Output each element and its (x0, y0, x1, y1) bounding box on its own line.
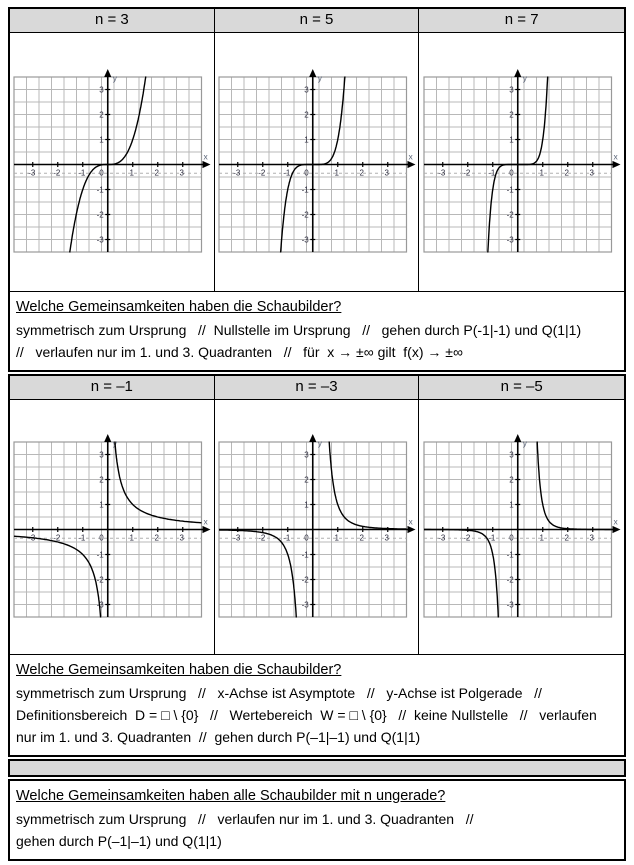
function-plot-n5 (217, 69, 416, 255)
svg-text:-3: -3 (301, 600, 309, 610)
svg-text:2: 2 (99, 110, 105, 120)
svg-text:y: y (113, 73, 118, 83)
section2-table (8, 374, 626, 757)
svg-text:x: x (408, 151, 413, 162)
svg-text:-1: -1 (488, 168, 496, 178)
svg-text:3: 3 (304, 450, 309, 460)
svg-text:-2: -2 (301, 210, 309, 220)
section3-question-heading: Welche Gemeinsamkeiten haben alle Schaubilder mit n ungerade? (16, 788, 446, 804)
function-plot-n3 (12, 69, 211, 255)
svg-text:-2: -2 (463, 168, 471, 178)
svg-text:-3: -3 (301, 235, 309, 245)
svg-text:-3: -3 (28, 533, 36, 543)
svg-text:1: 1 (539, 168, 545, 178)
graph-cell-n3 (10, 33, 215, 291)
function-plot-n7 (422, 69, 621, 255)
section3-answer-block (10, 781, 624, 859)
svg-text:-3: -3 (233, 533, 241, 543)
svg-text:-1: -1 (78, 533, 86, 543)
header-cell-n-neg3: n = –3 (215, 376, 420, 399)
svg-text:0: 0 (99, 168, 105, 178)
answer-line: nur im 1. und 3. Quadranten // gehen durch P(–1|–1) und Q(1|1) (16, 729, 421, 745)
answer-line: symmetrisch zum Ursprung // x-Achse ist Asymptote // y-Achse ist Polgerade // (16, 685, 542, 701)
section1-table (8, 7, 626, 372)
svg-text:-2: -2 (258, 533, 266, 543)
svg-text:0: 0 (99, 533, 105, 543)
svg-text:1: 1 (334, 168, 339, 178)
svg-text:y: y (317, 438, 322, 448)
svg-text:-2: -2 (258, 168, 266, 178)
svg-text:-1: -1 (78, 168, 86, 178)
svg-text:x: x (203, 151, 209, 162)
graph-cell-n-neg5 (419, 400, 624, 654)
svg-text:1: 1 (129, 168, 135, 178)
svg-text:0: 0 (509, 168, 514, 178)
header-cell-n5: n = 5 (215, 9, 420, 32)
svg-text:-3: -3 (438, 168, 446, 178)
svg-text:1: 1 (99, 500, 105, 510)
svg-text:1: 1 (304, 135, 309, 145)
svg-text:2: 2 (509, 475, 514, 485)
svg-text:2: 2 (304, 475, 309, 485)
answer-line: gehen durch P(–1|–1) und Q(1|1) (16, 833, 222, 849)
svg-text:-3: -3 (233, 168, 241, 178)
answer-line: symmetrisch zum Ursprung // Nullstelle im Ursprung // gehen durch P(-1|-1) und Q(1|1) (16, 322, 582, 338)
svg-text:-1: -1 (283, 168, 291, 178)
section1-graph-row (10, 33, 624, 292)
function-plot-n-neg5 (422, 434, 621, 620)
svg-text:2: 2 (564, 168, 570, 178)
svg-text:3: 3 (384, 168, 389, 178)
svg-text:y: y (522, 438, 528, 448)
svg-text:3: 3 (304, 85, 309, 95)
graph-cell-n-neg3 (215, 400, 420, 654)
section3-block (8, 779, 626, 861)
svg-text:3: 3 (99, 85, 105, 95)
svg-text:1: 1 (99, 135, 105, 145)
answer-line: symmetrisch zum Ursprung // verlaufen nur im 1. und 3. Quadranten // (16, 811, 474, 827)
function-plot-n-neg1 (12, 434, 211, 620)
svg-text:-1: -1 (506, 550, 514, 560)
svg-text:-1: -1 (301, 185, 309, 195)
svg-text:-3: -3 (96, 600, 105, 610)
svg-text:1: 1 (129, 533, 135, 543)
svg-text:-2: -2 (96, 575, 105, 585)
svg-text:2: 2 (359, 168, 364, 178)
answer-line: Definitionsbereich D = □ \ {0} // Wertebereich W = □ \ {0} // keine Nullstelle // verlaufen (16, 707, 597, 723)
svg-text:2: 2 (154, 533, 160, 543)
svg-text:-1: -1 (96, 550, 105, 560)
svg-text:2: 2 (99, 475, 105, 485)
svg-text:3: 3 (384, 533, 389, 543)
svg-text:3: 3 (589, 168, 595, 178)
svg-text:-2: -2 (506, 575, 514, 585)
section2-graph-row (10, 400, 624, 655)
svg-text:3: 3 (179, 533, 185, 543)
svg-text:2: 2 (509, 110, 514, 120)
svg-text:0: 0 (509, 533, 514, 543)
header-cell-n-neg1: n = –1 (10, 376, 215, 399)
svg-text:1: 1 (539, 533, 545, 543)
svg-text:0: 0 (304, 533, 309, 543)
svg-text:-3: -3 (506, 235, 514, 245)
function-plot-n-neg3 (217, 434, 416, 620)
svg-text:-2: -2 (53, 533, 61, 543)
svg-text:-1: -1 (283, 533, 291, 543)
answer-line: // verlaufen nur im 1. und 3. Quadranten // für x → ±∞ gilt f(x) → ±∞ (16, 344, 463, 360)
svg-text:x: x (613, 151, 618, 162)
svg-text:-2: -2 (463, 533, 471, 543)
graph-cell-n-neg1 (10, 400, 215, 654)
svg-text:-3: -3 (96, 235, 105, 245)
svg-text:y: y (113, 438, 118, 448)
svg-text:3: 3 (589, 533, 595, 543)
svg-text:-2: -2 (301, 575, 309, 585)
svg-text:-2: -2 (96, 210, 105, 220)
svg-text:3: 3 (509, 450, 514, 460)
header-cell-n7: n = 7 (504, 11, 539, 28)
svg-text:-3: -3 (28, 168, 36, 178)
svg-text:-2: -2 (53, 168, 61, 178)
svg-text:-3: -3 (506, 600, 514, 610)
separator-bar (8, 759, 626, 777)
section1-header-row (10, 9, 624, 33)
svg-text:3: 3 (509, 85, 514, 95)
svg-text:0: 0 (304, 168, 309, 178)
svg-text:-1: -1 (301, 550, 309, 560)
svg-text:x: x (408, 516, 413, 527)
svg-text:-2: -2 (506, 210, 514, 220)
svg-text:y: y (317, 73, 322, 83)
svg-text:-1: -1 (488, 533, 496, 543)
svg-text:-1: -1 (506, 185, 514, 195)
section1-answer-block (10, 292, 624, 370)
svg-text:2: 2 (304, 110, 309, 120)
svg-text:-1: -1 (96, 185, 105, 195)
svg-text:1: 1 (509, 135, 514, 145)
svg-text:2: 2 (564, 533, 570, 543)
svg-text:x: x (203, 516, 209, 527)
svg-text:2: 2 (154, 168, 160, 178)
svg-text:1: 1 (304, 500, 309, 510)
svg-text:-3: -3 (438, 533, 446, 543)
graph-cell-n5 (215, 33, 420, 291)
svg-text:y: y (522, 73, 528, 83)
header-cell-n3: n = 3 (10, 9, 215, 32)
section1-question-heading: Welche Gemeinsamkeiten haben die Schaubilder? (16, 299, 342, 315)
svg-text:3: 3 (99, 450, 105, 460)
svg-text:3: 3 (179, 168, 185, 178)
svg-text:1: 1 (509, 500, 514, 510)
svg-text:x: x (613, 516, 618, 527)
header-cell-n-neg5: n = –5 (500, 378, 543, 395)
svg-text:1: 1 (334, 533, 339, 543)
svg-text:2: 2 (359, 533, 364, 543)
section2-question-heading: Welche Gemeinsamkeiten haben die Schaubilder? (16, 662, 342, 678)
graph-cell-n7 (419, 33, 624, 291)
section2-answer-block (10, 655, 624, 755)
section2-header-row (10, 376, 624, 400)
